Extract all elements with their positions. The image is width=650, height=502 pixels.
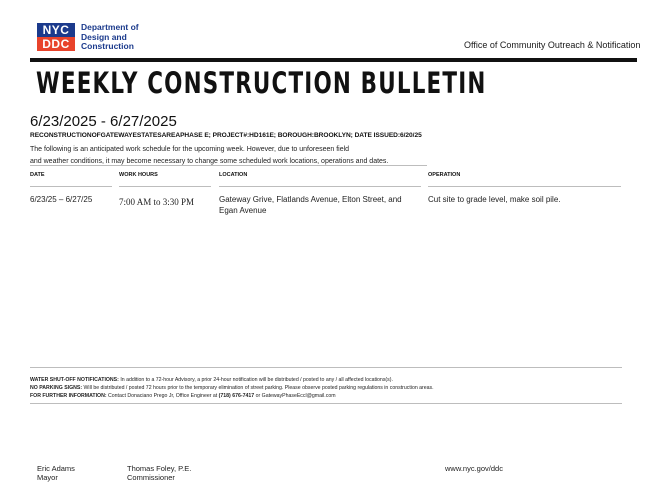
intro-line-1: The following is an anticipated work schedule for the upcoming week. However, due to unforeseen field (30, 146, 350, 153)
water-shutoff-text: In addition to a 72-hour Advisory, a prior 24-hour notification will be distributed / posted to any / all affected locations(s). (120, 377, 393, 383)
nyc-ddc-logo-icon (37, 23, 75, 51)
intro-divider (30, 165, 427, 166)
row-date: 6/23/25 – 6/27/25 (30, 195, 93, 204)
bulletin-title: WEEKLY CONSTRUCTION BULLETIN (36, 66, 487, 100)
logo-wordmark (81, 23, 139, 52)
row-hours: 7:00 AM to 3:30 PM (119, 197, 195, 207)
logo-ddc-mark: DDC (37, 37, 75, 51)
no-parking-notice (30, 385, 434, 392)
column-rule-operation (428, 186, 621, 187)
contact-email: or GatewayPhaseEccl@gmail.com (255, 393, 336, 399)
mayor-title: Mayor (37, 473, 58, 482)
water-shutoff-notice (30, 377, 393, 384)
no-parking-text: Will be distributed / posted 72 hours prior to the temporary elimination of street parking. Please observe posted parking regulations in construction areas. (83, 385, 434, 391)
no-parking-label: NO PARKING SIGNS: (30, 385, 83, 391)
notices-bottom-rule (30, 403, 622, 404)
commissioner-title: Commissioner (127, 473, 175, 482)
column-rule-hours (119, 186, 211, 187)
ddc-logo (37, 23, 147, 51)
office-name: Office of Community Outreach & Notification (464, 40, 641, 50)
logo-nyc-mark: NYC (37, 23, 75, 37)
notices-top-rule (30, 367, 622, 368)
water-shutoff-label: WATER SHUT-OFF NOTIFICATIONS: (30, 377, 119, 383)
website-link[interactable]: www.nyc.gov/ddc (445, 464, 503, 473)
date-range: 6/23/2025 - 6/27/2025 (30, 113, 177, 130)
column-header-date: DATE (30, 172, 45, 178)
header-divider (30, 58, 637, 62)
further-info-text: Contact Donaciano Prego Jr, Office Engineer at (108, 393, 218, 399)
project-line: RECONSTRUCTIONOFGATEWAYESTATESAREAPHASE E; PROJECT#:HD161E; BOROUGH:BROOKLYN; DATE ISSUED:6/20/25 (30, 132, 422, 139)
commissioner-name: Thomas Foley, P.E. (127, 464, 192, 473)
column-header-hours: WORK HOURS (119, 172, 158, 178)
logo-line-2: Design and (81, 31, 127, 42)
column-header-location: LOCATION (219, 172, 248, 178)
commissioner-signature (127, 464, 191, 482)
logo-line-3: Construction (81, 41, 134, 51)
column-rule-date (30, 186, 112, 187)
column-rule-location (219, 186, 421, 187)
row-operation: Cut site to grade level, make soil pile. (428, 195, 561, 204)
further-info-notice (30, 393, 336, 400)
logo-line-1: Department of (81, 22, 139, 32)
mayor-name: Eric Adams (37, 464, 75, 473)
mayor-signature (37, 464, 75, 482)
row-location: Gateway Grive, Flatlands Avenue, Elton Street, and Egan Avenue (219, 195, 402, 215)
intro-line-2: and weather conditions, it may become necessary to change some scheduled work locations, operations and dates. (30, 158, 389, 165)
column-header-operation: OPERATION (428, 172, 461, 178)
contact-phone: (718) 676-7417 (218, 393, 255, 399)
further-info-label: FOR FURTHER INFORMATION: (30, 393, 107, 399)
